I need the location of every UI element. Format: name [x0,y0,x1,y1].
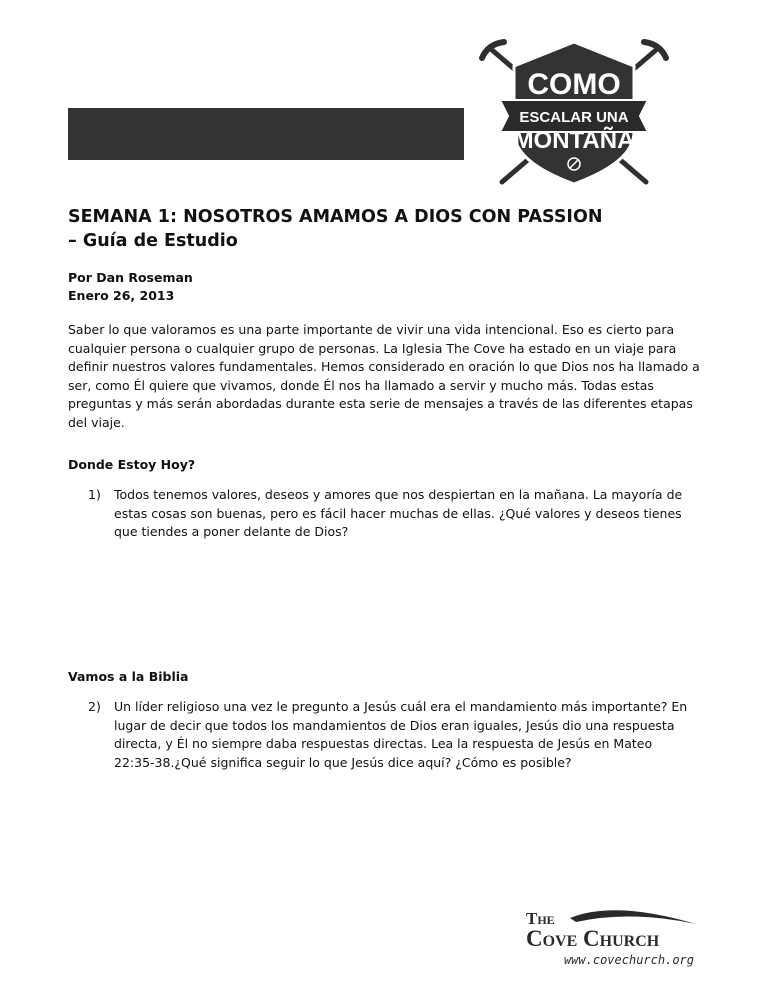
page-title [68,205,708,253]
byline [68,269,468,305]
section-heading-vamos-a-la-biblia: Vamos a la Biblia [68,669,189,684]
como-escalar-una-montana-logo [478,36,670,192]
title-line1: SEMANA 1: NOSOTROS AMAMOS A DIOS CON PASSION [68,207,603,227]
question-2 [88,698,688,772]
intro-paragraph: Saber lo que valoramos es una parte importante de vivir una vida intencional. Eso es cierto para cualquier persona o cualquier grupo de personas. La Iglesia The Cove ha estado en un viaje para definir nuestros valores fundamentales. Hemos considerado en oración lo que Dios nos ha llamado a ser, como Él quiere que vivamos, donde Él nos ha llamado a servir y mucho más. Todas estas preguntas y más serán abordadas durante esta serie de mensajes a través de las diferentes etapas del viaje. [68,322,700,430]
question-1 [88,486,688,542]
section-heading-donde-estoy-hoy: Donde Estoy Hoy? [68,457,196,472]
question-number: 2) [88,699,101,714]
question-text: Todos tenemos valores, deseos y amores que nos despiertan en la mañana. La mayoría de estas cosas son buenas, pero es fácil hacer muchas de ellas. ¿Qué valores y deseos tienes que tiendes a poner delante de Dios? [114,487,683,539]
date: Enero 26, 2013 [68,288,175,303]
question-number: 1) [88,487,101,502]
footer-cove-church: Cove Church [526,926,660,951]
logo-line1: COMO [527,68,621,101]
footer-the: The [526,909,555,928]
title-line2: – Guía de Estudio [68,231,238,251]
cove-church-logo [520,898,700,970]
author: Por Dan Roseman [68,270,193,285]
logo-line2: ESCALAR UNA [519,109,629,126]
mountain-swoosh-icon [570,910,696,924]
logo-line3: MONTAÑA [513,127,635,154]
header-banner-bar [68,108,464,160]
question-text: Un líder religioso una vez le pregunto a Jesús cuál era el mandamiento más importante? En lugar de decir que todos los mandamientos de Dios eran iguales, Jesús dio una respuesta directa, y Él no siempre daba respuestas directas. Lea la respuesta de Jesús en Mateo 22:35-38.¿Qué significa seguir lo que Jesús dice aquí? ¿Cómo es posible? [114,699,688,770]
footer-url: www.covechurch.org [563,953,694,967]
